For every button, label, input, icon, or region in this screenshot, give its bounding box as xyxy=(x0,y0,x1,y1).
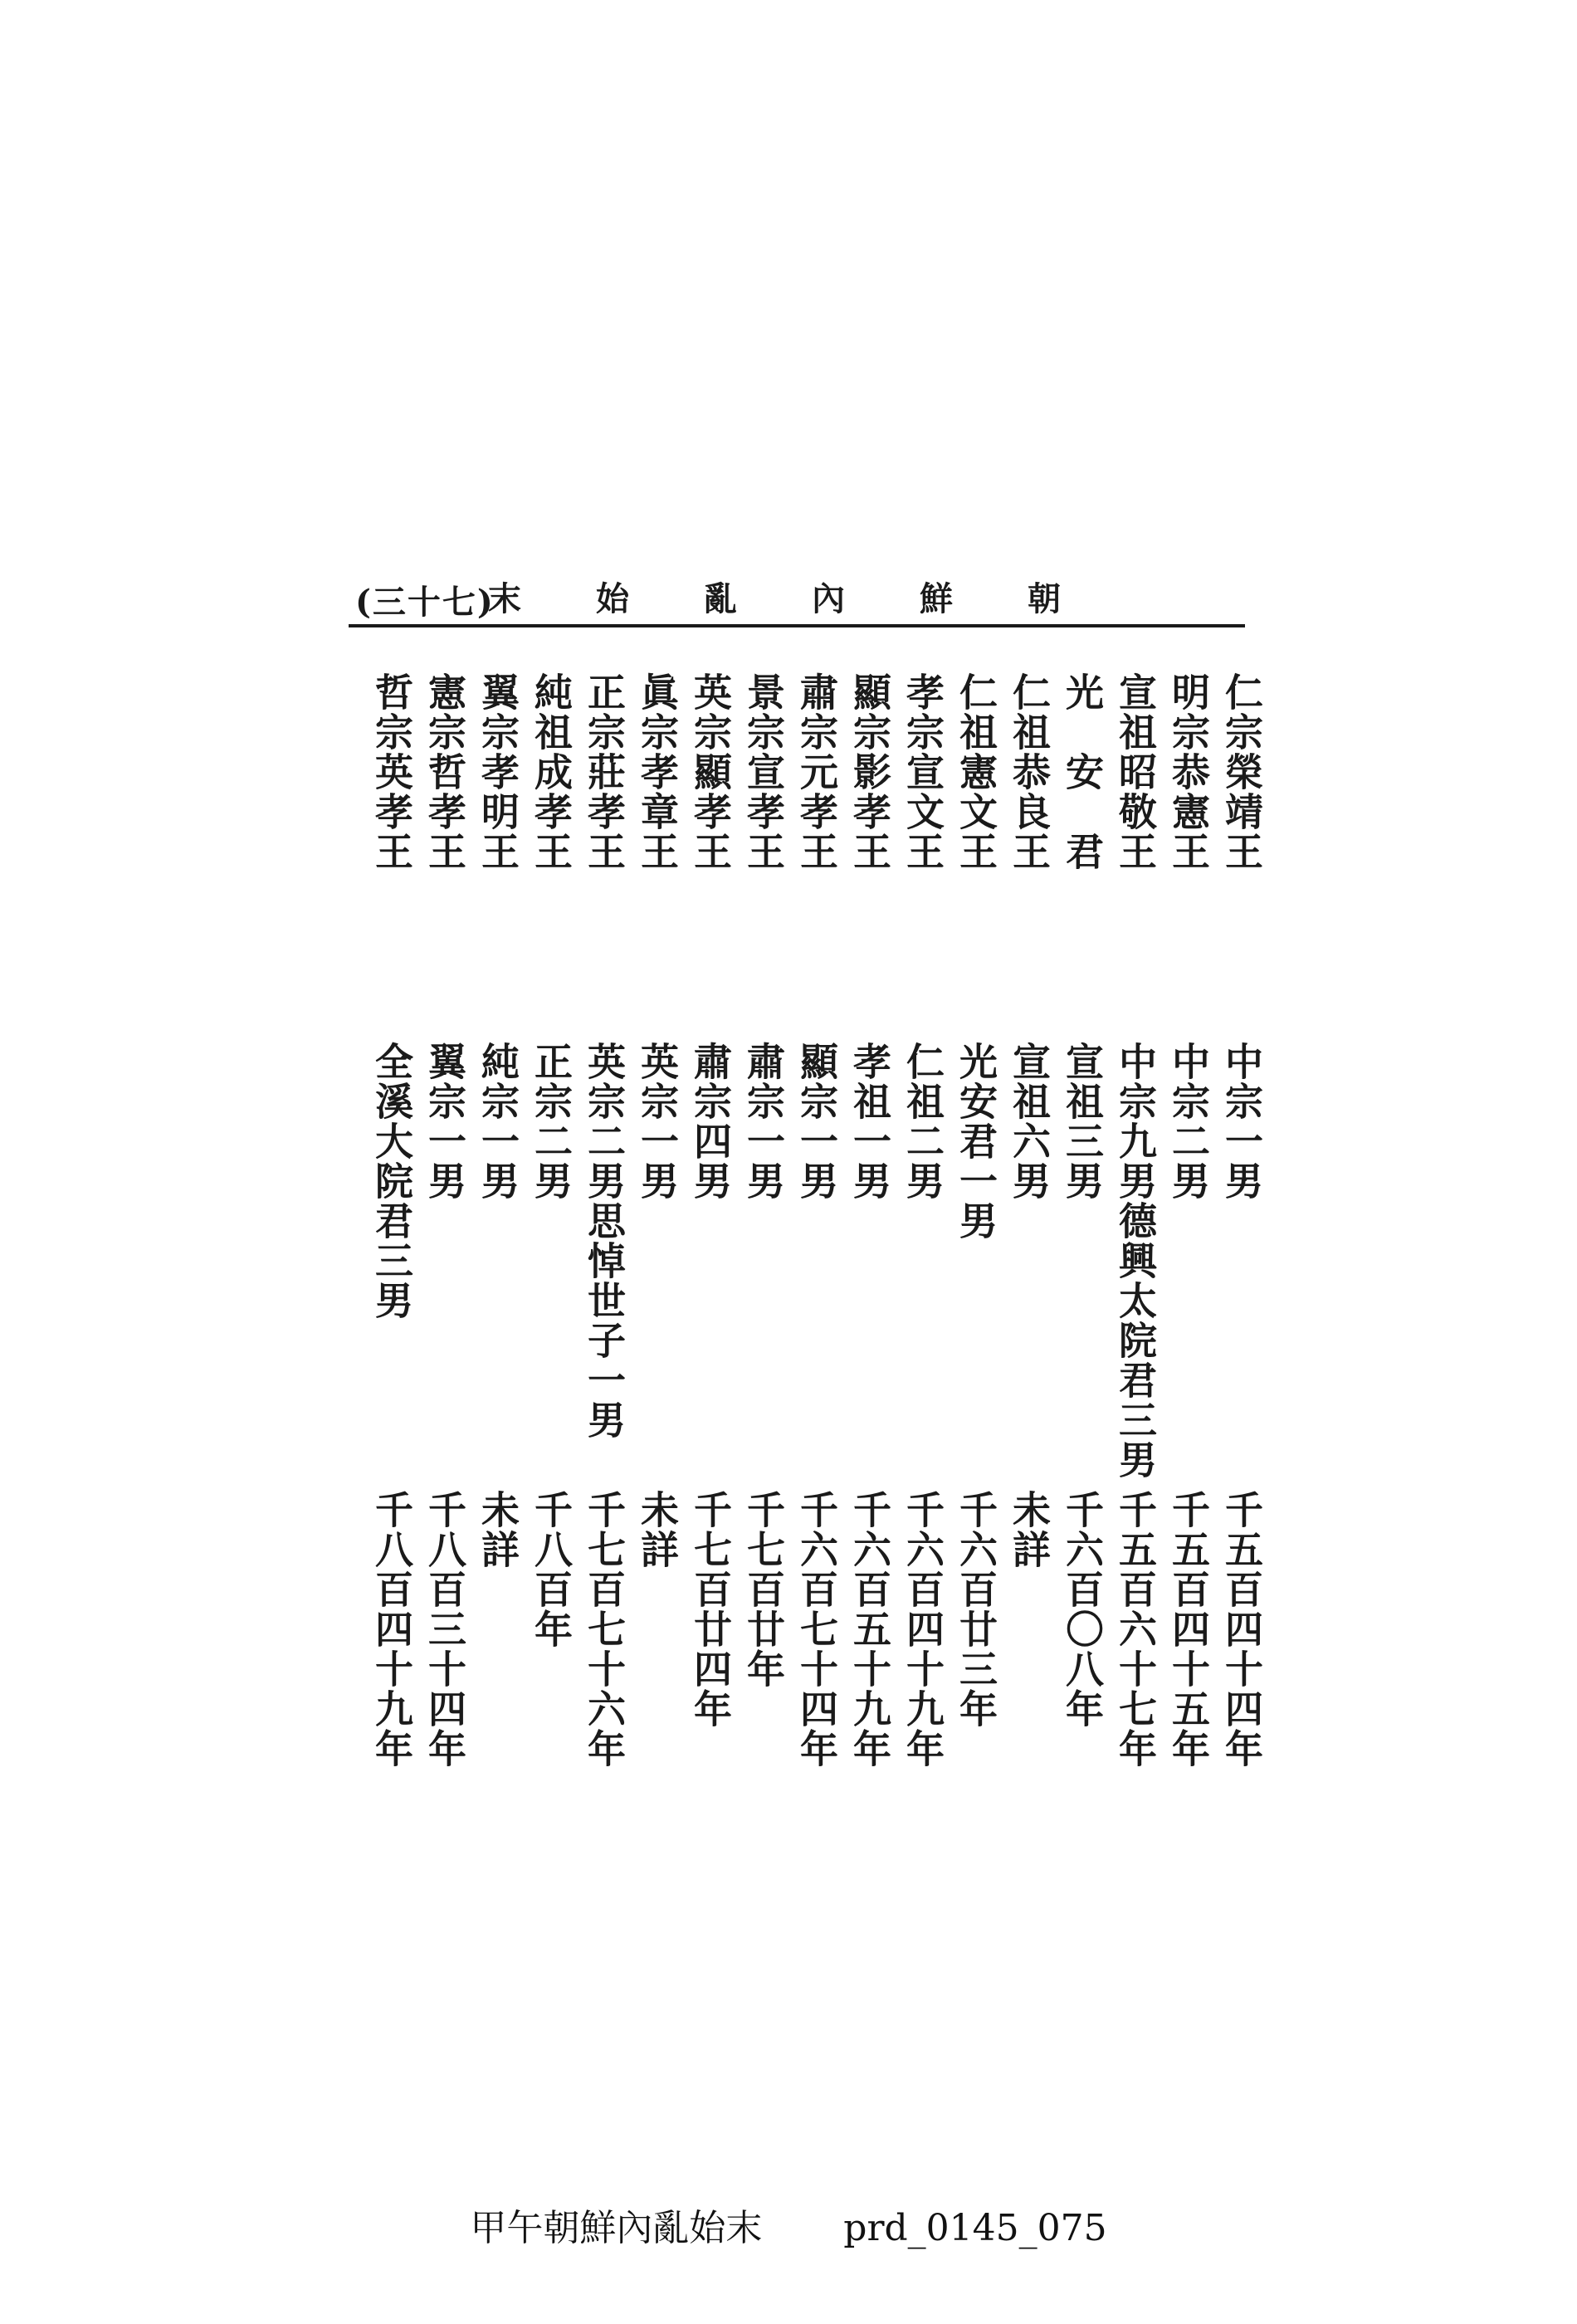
lineage: 光安君一男 xyxy=(954,1042,998,1241)
running-title: 朝鮮內亂始末 xyxy=(488,579,1135,618)
king-name: 翼宗孝明王 xyxy=(476,672,520,872)
lineage: 宣祖三男 xyxy=(1060,1042,1105,1201)
footer-book-title: 甲午朝鮮內亂始末 xyxy=(470,2207,763,2249)
king-name: 仁祖憲文王 xyxy=(954,672,998,872)
king-name: 哲宗英孝王 xyxy=(369,672,414,872)
accession-year: 未詳 xyxy=(635,1490,680,1570)
table-row xyxy=(685,664,736,1784)
accession-year: 千五百四十五年 xyxy=(1166,1490,1211,1769)
king-name: 明宗恭憲王 xyxy=(1166,672,1211,872)
table-row xyxy=(419,664,471,1784)
table-row xyxy=(1110,664,1161,1784)
page-number: (三十七) xyxy=(355,583,495,622)
king-name: 仁祖恭良王 xyxy=(1007,672,1052,872)
table-row xyxy=(1163,664,1214,1784)
accession-year: 千七百廿年 xyxy=(741,1490,786,1689)
accession-year: 千六百四十九年 xyxy=(901,1490,945,1769)
king-name: 光 安 君 xyxy=(1060,672,1105,872)
accession-year: 千六百五十九年 xyxy=(847,1490,892,1769)
table-row xyxy=(366,664,417,1784)
lineage: 中宗一男 xyxy=(1219,1042,1264,1201)
table-row xyxy=(791,664,842,1784)
king-name: 仁宗榮靖王 xyxy=(1219,672,1264,872)
king-name: 顯宗影孝王 xyxy=(847,672,892,872)
lineage: 顯宗一男 xyxy=(794,1042,839,1201)
accession-year: 千八百四十九年 xyxy=(369,1490,414,1769)
running-header xyxy=(355,573,1235,622)
lineage: 純宗一男 xyxy=(476,1042,520,1201)
lineage: 中宗二男 xyxy=(1166,1042,1211,1201)
table-row xyxy=(1057,664,1108,1784)
lineage: 英宗二男思悼世子一男 xyxy=(582,1042,627,1440)
king-name: 眞宗孝章王 xyxy=(635,672,680,872)
lineage: 全溪大院君三男 xyxy=(369,1042,414,1321)
accession-year: 千五百四十四年 xyxy=(1219,1490,1264,1769)
lineage: 英宗一男 xyxy=(635,1042,680,1201)
king-name: 正宗莊孝王 xyxy=(582,672,627,872)
lineage: 翼宗一男 xyxy=(422,1042,467,1201)
accession-year: 千七百七十六年 xyxy=(582,1490,627,1769)
lineage: 仁祖二男 xyxy=(901,1042,945,1201)
lineage: 肅宗四男 xyxy=(688,1042,733,1201)
king-name: 景宗宣孝王 xyxy=(741,672,786,872)
accession-year: 未詳 xyxy=(1007,1490,1052,1570)
accession-year: 千八百年 xyxy=(529,1490,574,1649)
accession-year: 千六百〇八年 xyxy=(1060,1490,1105,1729)
king-name: 憲宗哲孝王 xyxy=(422,672,467,872)
table-row xyxy=(472,664,524,1784)
table-row xyxy=(950,664,1002,1784)
king-name: 純祖成孝王 xyxy=(529,672,574,872)
table-row xyxy=(632,664,683,1784)
king-name: 宣祖昭敬王 xyxy=(1113,672,1158,872)
lineage: 孝祖一男 xyxy=(847,1042,892,1201)
accession-year: 未詳 xyxy=(476,1490,520,1570)
table-row xyxy=(897,664,949,1784)
table-row xyxy=(579,664,630,1784)
accession-year: 千八百三十四年 xyxy=(422,1490,467,1769)
accession-year: 千七百廿四年 xyxy=(688,1490,733,1729)
table-row xyxy=(525,664,577,1784)
lineage: 正宗二男 xyxy=(529,1042,574,1201)
accession-year: 千六百七十四年 xyxy=(794,1490,839,1769)
lineage: 中宗九男德興太院君三男 xyxy=(1113,1042,1158,1480)
accession-year: 千五百六十七年 xyxy=(1113,1490,1158,1769)
table-row xyxy=(738,664,789,1784)
king-name: 英宗顯孝王 xyxy=(688,672,733,872)
footer-page-id: prd_0145_075 xyxy=(843,2207,1107,2249)
header-rule xyxy=(349,624,1245,627)
table-row xyxy=(1003,664,1055,1784)
king-name: 孝宗宣文王 xyxy=(901,672,945,872)
king-name: 肅宗元孝王 xyxy=(794,672,839,872)
footer xyxy=(0,2198,1577,2251)
lineage: 肅宗一男 xyxy=(741,1042,786,1201)
lineage: 宣祖六男 xyxy=(1007,1042,1052,1201)
accession-year: 千六百廿三年 xyxy=(954,1490,998,1729)
table-row xyxy=(1216,664,1267,1784)
table-row xyxy=(844,664,896,1784)
